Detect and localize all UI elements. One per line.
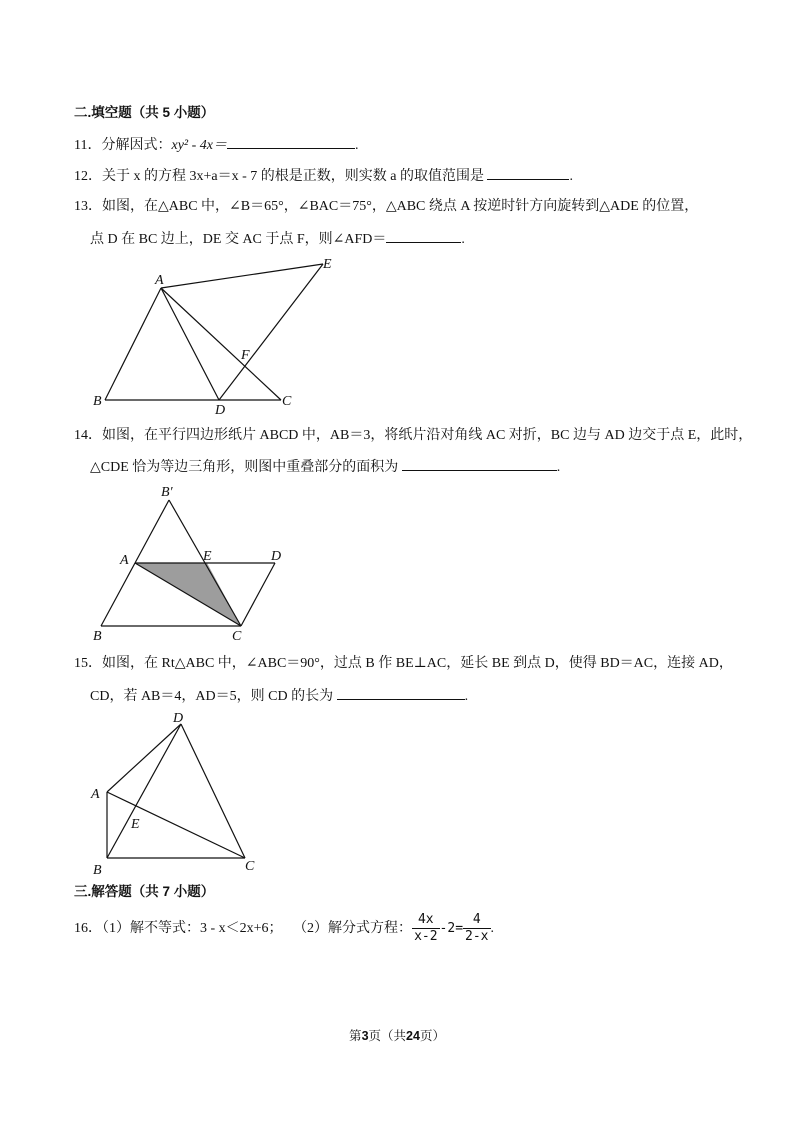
q14-segment-DC (241, 563, 275, 626)
q16-fraction-1 (412, 912, 439, 945)
q15-label-E: E (131, 817, 140, 832)
question-13-line2 (90, 228, 465, 250)
q11-expression: xy² - 4x＝ (171, 138, 227, 153)
q11-text: 分解因式： (101, 138, 172, 153)
q15-label-C: C (245, 859, 255, 874)
q13-segment-AC (161, 288, 281, 400)
q14-label-B-prime: B′ (161, 485, 173, 500)
q14-label-D: D (271, 549, 282, 564)
q14-segment-AB-prime (135, 500, 169, 563)
q11-number: 11． (74, 138, 102, 153)
q16-fraction-2 (463, 912, 490, 945)
q12-answer-blank[interactable] (487, 165, 569, 180)
q13-text-line2: 点 D 在 BC 边上，DE 交 AC 于点 F，则∠AFD＝ (90, 232, 387, 247)
q11-period: . (355, 138, 359, 153)
section-heading-fill-blank: 二.填空题（共 5 小题） (74, 105, 215, 120)
q15-text-line1: 如图，在 Rt△ABC 中，∠ABC＝90°，过点 B 作 BE⊥AC，延长 BE 到点 D，使得 BD＝AC，连接 AD， (102, 656, 733, 671)
q13-label-A: A (155, 273, 164, 288)
q13-segment-ED (219, 264, 323, 400)
q14-segment-BA (101, 563, 135, 626)
footer-page-number: 3 (361, 1029, 369, 1043)
footer-total-pages: 24 (406, 1029, 420, 1043)
q13-label-C: C (282, 394, 292, 409)
q13-segment-AE (161, 264, 323, 288)
q14-text-line1: 如图，在平行四边形纸片 ABCD 中，AB＝3，将纸片沿对角线 AC 对折，BC 边与 AD 边交于点 E，此时， (102, 428, 753, 443)
q13-label-F: F (241, 348, 250, 363)
section-heading-solve: 三.解答题（共 7 小题） (74, 884, 215, 899)
q15-segment-AC (107, 792, 245, 858)
footer-post: 页） (419, 1029, 445, 1043)
q15-segment-DC (181, 724, 245, 858)
q13-answer-blank[interactable] (386, 228, 461, 243)
q13-figure (85, 250, 345, 415)
footer-pre: 第 (349, 1029, 362, 1043)
q13-label-D: D (215, 403, 226, 415)
q16-frac2-denominator: 2-x (465, 929, 489, 945)
q13-label-B: B (93, 394, 102, 409)
q14-text-line2: △CDE 恰为等边三角形，则图中重叠部分的面积为 (90, 460, 399, 475)
q14-label-C: C (232, 629, 242, 644)
q14-period: . (556, 460, 561, 475)
q13-period: . (461, 232, 465, 247)
q14-figure (85, 480, 295, 645)
q16-frac2-numerator: 4 (463, 912, 490, 929)
q14-answer-blank[interactable] (402, 456, 557, 471)
q14-number: 14． (74, 428, 102, 443)
q13-segment-AD (161, 288, 219, 400)
question-15 (74, 654, 733, 674)
q15-label-A: A (91, 787, 100, 802)
q13-text-line1: 如图，在△ABC 中，∠B＝65°，∠BAC＝75°，△ABC 绕点 A 按逆时针方向旋转到△ADE 的位置， (102, 199, 699, 214)
q15-period: . (464, 689, 469, 704)
q15-segment-BD (107, 724, 181, 858)
q15-label-D: D (173, 711, 184, 726)
question-12 (74, 165, 573, 187)
q14-label-A: A (120, 553, 129, 568)
question-14-line2 (90, 456, 560, 478)
q16-part1: （1）解不等式：3 - x＜2x+6； (102, 921, 283, 936)
q15-answer-blank[interactable] (337, 685, 465, 700)
q12-text: 关于 x 的方程 3x+a＝x - 7 的根是正数，则实数 a 的取值范围是 (102, 169, 484, 184)
question-13 (74, 197, 698, 217)
q15-label-B: B (93, 863, 102, 878)
q16-part2: （2）解分式方程： (293, 921, 413, 936)
q15-figure (85, 706, 270, 878)
q11-answer-blank[interactable] (227, 134, 355, 149)
q12-number: 12． (74, 169, 102, 184)
q15-segment-AD (107, 724, 181, 792)
q16-number: 16． (74, 921, 102, 936)
question-16 (74, 912, 494, 948)
q15-number: 15． (74, 656, 102, 671)
q16-frac1-denominator: x-2 (414, 929, 438, 945)
page-footer (0, 1026, 794, 1044)
q13-segment-AB (105, 288, 161, 400)
q13-number: 13． (74, 199, 102, 214)
footer-mid: 页（共 (368, 1029, 407, 1043)
q12-period: . (569, 169, 573, 184)
question-15-line2 (90, 685, 468, 707)
q14-label-B: B (93, 629, 102, 644)
q16-period: . (490, 921, 495, 936)
q16-minus-two-equals: -2= (439, 921, 464, 936)
question-14 (74, 426, 752, 446)
q15-text-line2: CD，若 AB＝4，AD＝5，则 CD 的长为 (90, 689, 334, 704)
q14-label-E: E (203, 549, 212, 564)
question-11 (74, 134, 359, 156)
q16-frac1-numerator: 4x (412, 912, 439, 929)
q13-label-E: E (323, 257, 332, 272)
